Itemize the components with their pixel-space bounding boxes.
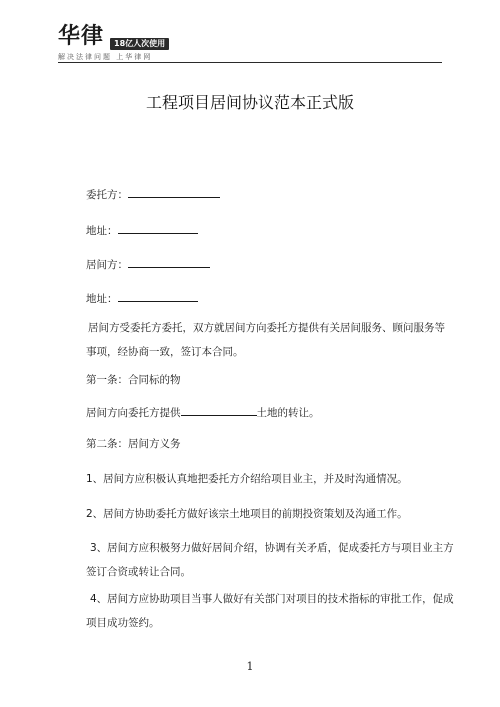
field-broker: [86, 256, 210, 272]
article-2-item-1: 1、居间方应积极认真地把委托方介绍给项目业主，并及时沟通情况。: [86, 473, 408, 485]
site-logo[interactable]: 华律: [58, 24, 105, 49]
fill-blank: [128, 186, 220, 198]
field-broker-address: [86, 290, 198, 306]
intro-paragraph: 居间方受委托方委托，双方就居间方向委托方提供有关居间服务、顾问服务等事项，经协商一致，签订本合同。: [86, 322, 445, 358]
site-slogan: 解决法律问题 上华律网: [58, 53, 153, 61]
article-2-item-3: 3、居间方应积极努力做好居间介绍，协调有关矛盾，促成委托方与项目业主方签订合资或转让合同。: [86, 542, 454, 578]
document-title: 工程项目居间协议范本正式版: [145, 93, 354, 112]
field-client-address: [86, 222, 198, 238]
page-number: 1: [246, 660, 254, 673]
fill-blank: [118, 290, 198, 302]
field-label: 地址：: [86, 225, 118, 237]
article-2-item-4: 4、居间方应协助项目当事人做好有关部门对项目的技术指标的审批工作，促成项目成功签约。: [86, 593, 454, 629]
article-2-heading: 第二条：居间方义务: [86, 438, 181, 450]
field-label: 委托方：: [86, 189, 128, 201]
site-header: [0, 0, 500, 72]
article-1-text-after: 土地的转让。: [256, 407, 320, 419]
article-1-body: [86, 404, 320, 420]
fill-blank: [118, 222, 198, 234]
field-label: 地址：: [86, 293, 118, 305]
fill-blank: [128, 256, 210, 268]
field-client: [86, 186, 220, 202]
article-1-heading: 第一条：合同标的物: [86, 374, 181, 386]
article-1-text-before: 居间方向委托方提供: [86, 407, 181, 419]
usage-badge: 18亿人次使用: [110, 38, 169, 50]
header-divider: [58, 62, 442, 63]
field-label: 居间方：: [86, 259, 128, 271]
fill-blank: [181, 404, 257, 416]
article-2-item-2: 2、居间方协助委托方做好该宗土地项目的前期投资策划及沟通工作。: [86, 508, 408, 520]
